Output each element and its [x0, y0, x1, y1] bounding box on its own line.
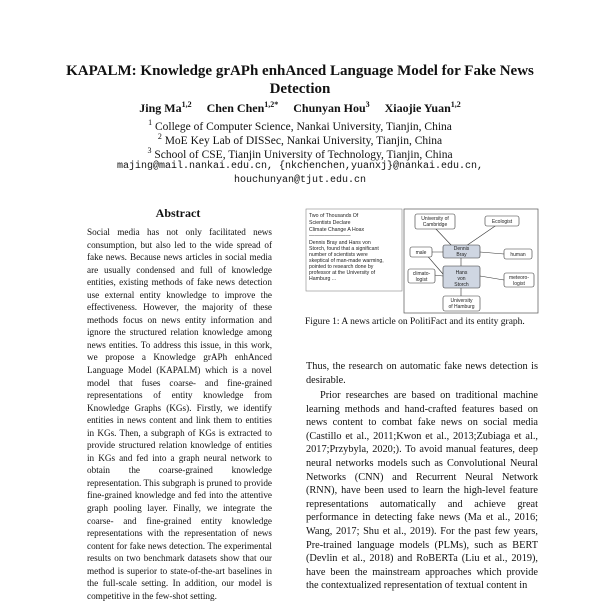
node-label: logist: [513, 281, 525, 287]
node-label: climato-: [412, 271, 431, 277]
article-line: number of scientists were: [309, 252, 368, 258]
node-label: University of: [421, 216, 449, 222]
node-label: meteoro-: [508, 275, 530, 281]
email-line: majing@mail.nankai.edu.cn, {nkchenchen,yuanxj}@nankai.edu.cn,: [116, 161, 484, 172]
article-line: pointed to research done by: [309, 264, 374, 270]
article-line: Scientists Declare: [309, 220, 351, 226]
paper-title: KAPALM: Knowledge grAPh enhAnced Language Model for Fake News Detection: [66, 63, 534, 97]
author: Chen Chen$^{1,2*}$: [206, 100, 279, 115]
right-paragraph-1: Thus, the research on automatic fake news detection is desirable.: [306, 361, 538, 386]
article-line: skeptical of man-made warming,: [309, 258, 384, 264]
article-line: Hamburg ...: [309, 276, 337, 282]
node-label: logist: [415, 277, 428, 283]
article-line: ————————: [309, 233, 351, 239]
node-label: Dennis: [453, 246, 470, 252]
node-label: Cambridge: [422, 222, 448, 228]
email-line: houchunyan@tjut.edu.cn: [233, 175, 367, 186]
graph-node-dennis-bray: [443, 245, 480, 258]
abstract-text: Social media has not only facilitated news consumption, but also led to the wide spread of fake news. Because news articles in social media are usually condensed and full of knowledge entities, existing methods of fake news detection use external entity knowledge to improve the effectiveness. However, the majority of these methods focus on news entity information and ignore the structured relation knowledge among news entities. To address this issue, in this work, we propose a Knowledge grAPh enhAnced Language Model (KAPALM) which is a novel model that fuses coarse- and fine-grained representations of entity knowledge from Knowledge Graphs (KGs). Firstly, we identify entities in news content and link them to entities in KGs. Then, a subgraph of KGs is extracted to provide structured relation knowledge of entities in KGs and fed into a graph neural network to obtain the coarse-grained knowledge representation. This subgraph is pruned to provide fine-grained knowledge and fed into the attentive graph pooling layer. Finally, we integrate the coarse- and fine-grained entity knowledge representations with the representation of news content for fake news detection. The experimental results on two benchmark datasets show that our method is superior to state-of-the-art baselines in the full-scale setting. In addition, our model is competitive in the few-shot setting.: [87, 227, 272, 601]
figure-1: [305, 208, 540, 318]
graph-node-hamburg: [443, 296, 480, 311]
graph-node-climatologist: [408, 269, 435, 283]
article-line: Storch, found that a significant: [309, 246, 379, 252]
right-paragraph-2: Prior researches are based on traditional machine learning methods and hand-crafted features based on news content to combat fake news on social media (Castillo et al., 2011;Kwon et al., 2013;Zubiaga et al., 2017;Przybyla, 2020;). To avoid manual features, deep neural networks models such as Convolutional Neural Networks (CNN) and Recurrent Neural Network (RNN), have been used to learn the high-level feature representations automatically and achieve great performance in detecting fake news (Ma et al., 2016; Wang, 2017; Shu et al., 2019). For the past few years, Pre-trained language models (PLMs), such as BERT (Devlin et al., 2018) and RoBERTa (Liu et al., 2019), have been the mainstream approaches which provide the contextualized representation of textual content in: [306, 390, 538, 592]
figure-caption: Figure 1: A news article on PolitiFact and its entity graph.: [305, 317, 525, 327]
author: Xiaojie Yuan$^{1,2}$: [384, 100, 461, 115]
node-label: Hans: [455, 270, 468, 276]
graph-node-meteorologist: [504, 273, 534, 287]
node-label: of Hamburg: [448, 304, 475, 310]
graph-node-ecologist: [485, 216, 519, 226]
article-line: Dennis Bray and Hans von: [309, 240, 371, 246]
article-line: Climate Change A Hoax: [309, 227, 365, 233]
article-line: Two of Thousands Of: [309, 213, 359, 219]
node-label: von: [457, 276, 466, 282]
graph-node-cambridge: [415, 214, 455, 229]
article-line: professor at the University of: [309, 270, 376, 276]
graph-node-male: [410, 247, 432, 257]
author: Chunyan Hou$^3$: [293, 100, 370, 115]
abstract-heading: Abstract: [155, 206, 201, 220]
node-label: human: [510, 252, 526, 258]
graph-node-hans-von-storch: [443, 266, 480, 288]
node-label: Bray: [456, 252, 467, 258]
author: Jing Ma$^{1,2}$: [139, 100, 192, 115]
node-label: Ecologist: [491, 219, 513, 225]
affiliation: $^3$ School of CSE, Tianjin University of Technology, Tianjin, China: [147, 146, 453, 161]
node-label: male: [415, 250, 427, 256]
affiliation: $^1$ College of Computer Science, Nankai University, Tianjin, China: [148, 118, 452, 133]
node-label: Storch: [454, 282, 469, 288]
node-label: University: [450, 298, 473, 304]
graph-node-human: [504, 249, 532, 259]
affiliation: $^2$ MoE Key Lab of DISSec, Nankai University, Tianjin, China: [157, 132, 443, 147]
author-list: [60, 100, 540, 116]
